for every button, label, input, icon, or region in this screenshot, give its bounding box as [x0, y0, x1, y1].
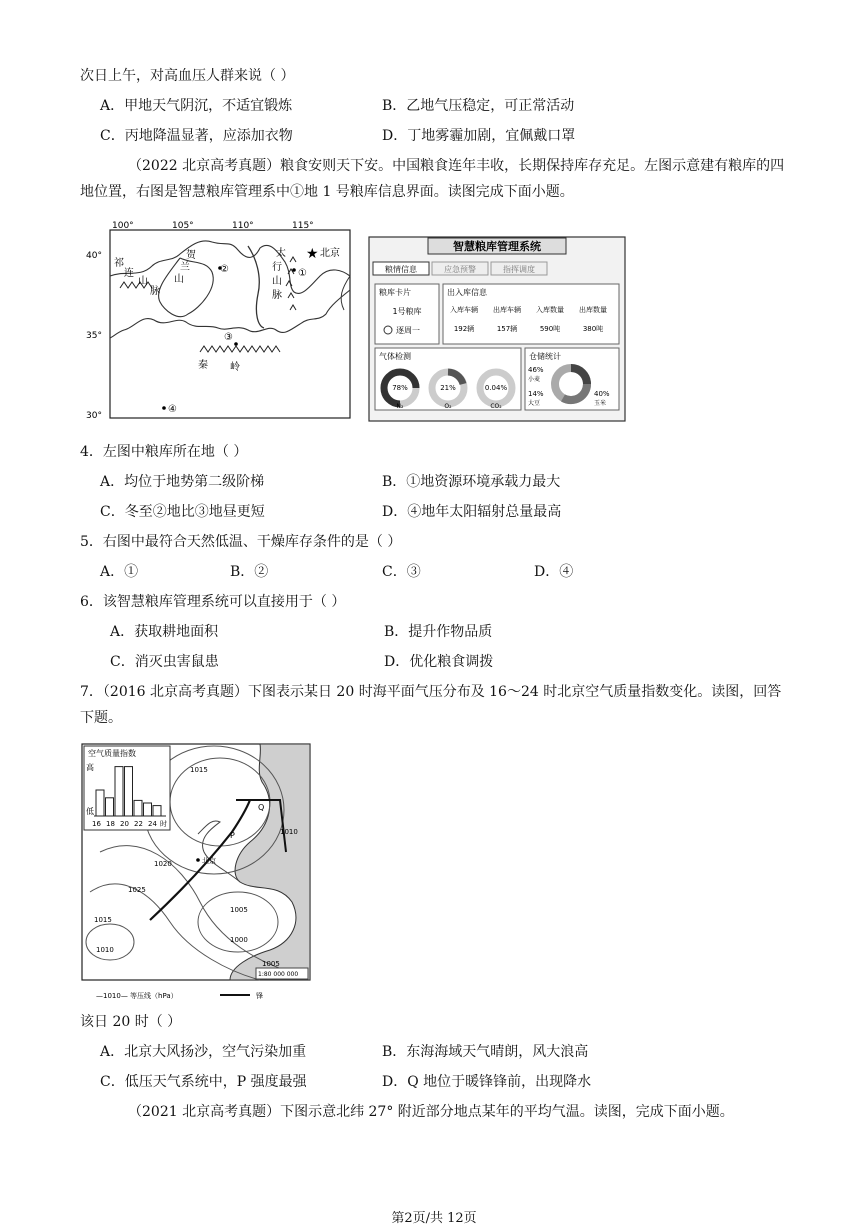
- stock-corn-pct: 40%: [594, 390, 610, 398]
- beijing-label: 北京: [320, 248, 340, 259]
- option-a: A．甲地天气阴沉，不适宜锻炼: [100, 98, 293, 114]
- mtn-helan-2: 兰: [180, 262, 190, 273]
- label-q: Q: [258, 803, 265, 812]
- io-h4: 出库数量: [579, 306, 607, 314]
- qday-option-d: D．Q 地位于暖锋锋前，出现降水: [382, 1074, 592, 1090]
- gas-o2-name: O₂: [444, 403, 452, 410]
- io-v4: 380吨: [582, 325, 604, 333]
- card-sub: 逐周一: [396, 326, 420, 335]
- q4-option-c: C．冬至②地比③地昼更短: [100, 504, 265, 520]
- io-v2: 157辆: [496, 325, 518, 333]
- question-stem: 次日上午，对高血压人群来说（ ）: [80, 68, 295, 84]
- isobar-1020: 1020: [154, 860, 172, 868]
- q4-option-a: A．均位于地势第二级阶梯: [100, 474, 265, 490]
- isobar-1025: 1025: [128, 886, 146, 894]
- mtn-qinling-1: 秦: [198, 360, 208, 371]
- qday-stem: 该日 20 时（ ）: [80, 1014, 182, 1030]
- io-title: 出入库信息: [447, 288, 487, 297]
- mtn-helan-3: 山: [174, 274, 184, 285]
- q4-option-d: D．④地年太阳辐射总量最高: [382, 504, 562, 520]
- grain-intro: （2022 北京高考真题）粮食安则天下安。中国粮食连年丰收，长期保持库存充足。左图示意建有粮库的四地位置，右图是智慧粮库管理系中①地 1 号粮库信息界面。读图完成下面小题。: [80, 158, 785, 200]
- card-name: 1号粮库: [392, 307, 422, 316]
- stock-soy-pct: 14%: [528, 390, 544, 398]
- q5-option-b: B．②: [230, 564, 269, 580]
- mtn-taihang-1: 太: [276, 248, 286, 259]
- io-v3: 590吨: [539, 325, 561, 333]
- mtn-helan-1: 贺: [186, 250, 196, 261]
- qday-option-c: C．低压天气系统中，P 强度最强: [100, 1074, 307, 1090]
- io-v1: 192辆: [453, 325, 475, 333]
- aqi-bar: [134, 800, 142, 816]
- tab-warning: 应急预警: [444, 265, 476, 274]
- inset-high: 高: [86, 763, 94, 772]
- mtn-qilian-4: 脉: [150, 286, 160, 297]
- grain-system-ui: [368, 236, 626, 422]
- legend-front: 锋: [256, 992, 263, 1000]
- aqi-bar: [144, 803, 152, 816]
- mtn-qilian-3: 山: [138, 276, 148, 287]
- lon-label-100: 100°: [112, 221, 134, 231]
- q6-stem: 6．该智慧粮库管理系统可以直接用于（ ）: [80, 594, 346, 610]
- aqi-bar: [153, 806, 161, 816]
- q5-option-d: D．④: [534, 564, 574, 580]
- mtn-qinling-2: 岭: [230, 362, 240, 373]
- label-beijing: 北京: [202, 857, 216, 865]
- qday-option-b: B．东海海域天气晴朗，风大浪高: [382, 1044, 589, 1060]
- stock-wheat-pct: 46%: [528, 366, 544, 374]
- stock-corn: 玉米: [594, 400, 607, 407]
- lon-label-110: 110°: [232, 221, 254, 231]
- aqi-bar: [115, 767, 123, 816]
- inset-x-22: 22: [134, 820, 143, 828]
- inset-x-18: 18: [106, 820, 115, 828]
- gas-title: 气体检测: [379, 352, 411, 361]
- grain-location-map: [80, 218, 360, 428]
- lon-label-105: 105°: [172, 221, 194, 231]
- inset-x-24: 24: [148, 820, 157, 828]
- gas-n2-pct: 78%: [392, 384, 408, 392]
- inset-x-20: 20: [120, 820, 129, 828]
- isobar-1015: 1015: [190, 766, 208, 774]
- system-title: 智慧粮库管理系统: [453, 240, 541, 253]
- q4-stem: 4．左图中粮库所在地（ ）: [80, 444, 248, 460]
- point-1: ①: [298, 268, 307, 279]
- aqi-bar: [106, 798, 114, 816]
- isobar-1005b: 1005: [262, 960, 280, 968]
- io-h1: 入库车辆: [450, 306, 478, 314]
- gas-n2-name: N₂: [396, 403, 404, 410]
- q5-option-a: A．①: [100, 564, 139, 580]
- point-4: ④: [168, 404, 177, 415]
- mtn-taihang-4: 脉: [272, 290, 282, 301]
- point-3: ③: [224, 332, 233, 343]
- lat-label-35: 35°: [86, 331, 102, 341]
- inset-x-unit: 时: [160, 820, 167, 828]
- legend-isobar: —1010— 等压线（hPa）: [96, 992, 178, 1000]
- lat-label-30: 30°: [86, 411, 102, 421]
- q6-option-a: A．获取耕地面积: [110, 624, 219, 640]
- stock-wheat: 小麦: [528, 376, 541, 383]
- card-title: 粮库卡片: [379, 288, 411, 297]
- isobar-1005: 1005: [230, 906, 248, 914]
- inset-title: 空气质量指数: [88, 749, 136, 758]
- q5-option-c: C．③: [382, 564, 421, 580]
- q6-option-b: B．提升作物品质: [384, 624, 493, 640]
- isobar-1010b: 1010: [280, 828, 298, 836]
- option-d: D．丁地雾霾加剧，宜佩戴口罩: [382, 128, 576, 144]
- q4-option-b: B．①地资源环境承载力最大: [382, 474, 561, 490]
- map-scale: 1:80 000 000: [258, 971, 299, 978]
- mtn-qilian-2: 连: [124, 268, 134, 279]
- point-2: ②: [220, 264, 229, 275]
- inset-low: 低: [86, 807, 94, 816]
- lat-label-40: 40°: [86, 251, 102, 261]
- beijing-star-icon: ★: [306, 246, 319, 262]
- inset-x-16: 16: [92, 820, 101, 828]
- io-h3: 入库数量: [536, 306, 564, 314]
- stock-title: 仓储统计: [529, 352, 561, 361]
- isobar-map: [80, 742, 316, 1004]
- isobar-1015b: 1015: [94, 916, 112, 924]
- mtn-qilian-1: 祁: [114, 258, 124, 269]
- gas-co2-name: CO₂: [490, 403, 502, 410]
- page-footer: 第2页/共 12页: [391, 1211, 477, 1226]
- isobar-1000: 1000: [230, 936, 248, 944]
- q6-option-d: D．优化粮食调拨: [384, 654, 494, 670]
- q5-stem: 5．右图中最符合天然低温、干燥库存条件的是（ ）: [80, 534, 402, 550]
- tab-dispatch: 指挥调度: [503, 265, 535, 274]
- lon-label-115: 115°: [292, 221, 314, 231]
- option-c: C．丙地降温显著，应添加衣物: [100, 128, 293, 144]
- mtn-taihang-2: 行: [272, 262, 282, 273]
- aqi-bar: [125, 767, 133, 816]
- q7-intro: 7．（2016 北京高考真题）下图表示某日 20 时海平面气压分布及 16～24 时北京空气质量指数变化。读图，回答下题。: [80, 684, 782, 726]
- tab-grain-info: 粮情信息: [385, 265, 417, 274]
- mtn-taihang-3: 山: [272, 276, 282, 287]
- next-intro: （2021 北京高考真题）下图示意北纬 27° 附近部分地点某年的平均气温。读图，完成下面小题。: [128, 1104, 734, 1120]
- label-p: P: [230, 831, 235, 840]
- qday-option-a: A．北京大风扬沙，空气污染加重: [100, 1044, 307, 1060]
- gas-co2-pct: 0.04%: [484, 384, 508, 392]
- stock-soy: 大豆: [528, 400, 541, 407]
- aqi-bar: [96, 790, 104, 816]
- io-h2: 出库车辆: [493, 306, 521, 314]
- q6-option-c: C．消灭虫害鼠患: [110, 654, 219, 670]
- gas-o2-pct: 21%: [440, 384, 456, 392]
- option-b: B．乙地气压稳定，可正常活动: [382, 98, 575, 114]
- isobar-1010: 1010: [96, 946, 114, 954]
